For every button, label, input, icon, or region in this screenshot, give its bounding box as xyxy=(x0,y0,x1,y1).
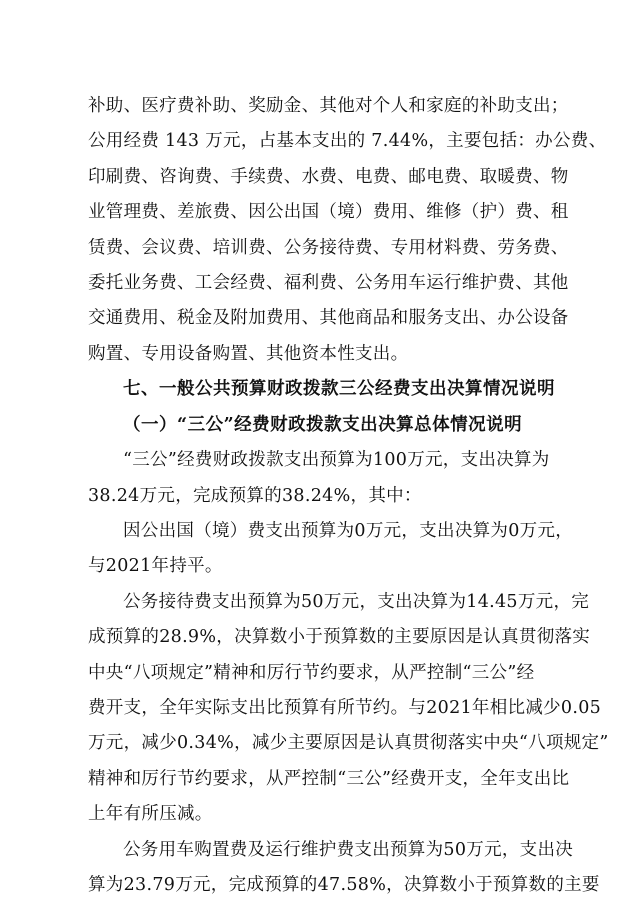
text-line: 公用经费 143 万元，占基本支出的 7.44%，主要包括：办公费、 xyxy=(88,131,607,152)
text-line: 精神和厉行节约要求，从严控制“三公”经费开支，全年支出比 xyxy=(88,768,570,789)
text-line: 交通费用、税金及附加费用、其他商品和服务支出、办公设备 xyxy=(88,308,569,329)
text-line: “三公”经费财政拨款支出预算为100万元，支出决算为 xyxy=(123,450,550,471)
text-line: 印刷费、咨询费、手续费、水费、电费、邮电费、取暖费、物 xyxy=(88,166,569,187)
text-line: 费开支，全年实际支出比预算有所节约。与2021年相比减少0.05 xyxy=(88,697,602,718)
text-line: 中央“八项规定”精神和厉行节约要求，从严控制“三公”经 xyxy=(88,662,535,683)
text-line: 与2021年持平。 xyxy=(88,556,223,577)
text-line: 赁费、会议费、培训费、公务接待费、专用材料费、劳务费、 xyxy=(88,237,569,258)
text-line: 公务用车购置费及运行维护费支出预算为50万元，支出决 xyxy=(123,839,574,860)
text-line: 补助、医疗费补助、奖励金、其他对个人和家庭的补助支出； xyxy=(88,96,569,116)
text-line: 万元，减少0.34%，减少主要原因是认真贯彻落实中央“八项规定” xyxy=(88,733,609,754)
text-line: 38.24万元，完成预算的38.24%，其中： xyxy=(88,485,422,506)
text-line: 公务接待费支出预算为50万元，支出决算为14.45万元，完 xyxy=(123,591,590,612)
subsection-heading: （一）“三公”经费财政拨款支出决算总体情况说明 xyxy=(123,414,523,435)
text-line: 购置、专用设备购置、其他资本性支出。 xyxy=(88,343,409,364)
text-line: 委托业务费、工会经费、福利费、公务用车运行维护费、其他 xyxy=(88,273,569,294)
text-line: 业管理费、差旅费、因公出国（境）费用、维修（护）费、租 xyxy=(88,202,569,223)
text-line: 上年有所压减。 xyxy=(88,804,213,825)
text-line: 算为23.79万元，完成预算的47.58%，决算数小于预算数的主要 xyxy=(88,875,600,895)
text-line: 因公出国（境）费支出预算为0万元，支出决算为0万元， xyxy=(123,520,574,541)
section-heading: 七、一般公共预算财政拨款三公经费支出决算情况说明 xyxy=(123,379,555,400)
text-line: 成预算的28.9%，决算数小于预算数的主要原因是认真贯彻落实 xyxy=(88,627,591,648)
